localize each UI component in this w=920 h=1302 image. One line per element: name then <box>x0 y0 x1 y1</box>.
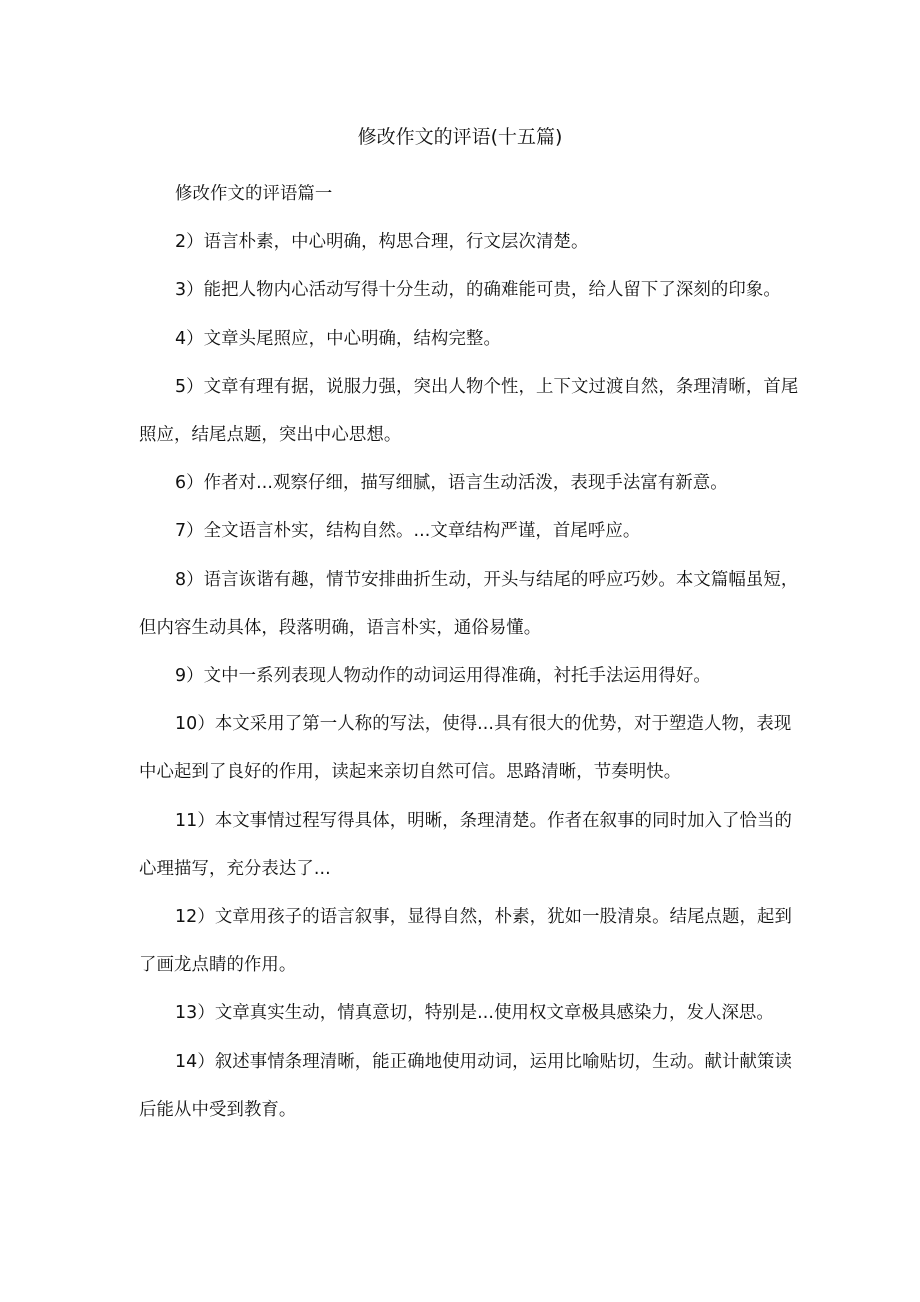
comment-paragraph: 4）文章头尾照应，中心明确，结构完整。 <box>175 328 501 349</box>
document-title: 修改作文的评语(十五篇) <box>357 126 563 148</box>
comment-paragraph: 3）能把人物内心活动写得十分生动，的确难能可贵，给人留下了深刻的印象。 <box>175 280 781 301</box>
comment-paragraph: 11）本文事情过程写得具体，明晰，条理清楚。作者在叙事的同时加入了恰当的心理描写，充分表达了... <box>139 810 793 879</box>
comment-paragraph: 13）文章真实生动，情真意切，特别是...使用权文章极具感染力，发人深思。 <box>175 1003 774 1024</box>
comment-paragraph: 12）文章用孩子的语言叙事，显得自然，朴素，犹如一股清泉。结尾点题，起到了画龙点睛的作用。 <box>139 907 793 976</box>
comment-paragraph: 2）语言朴素，中心明确，构思合理，行文层次清楚。 <box>175 232 589 253</box>
comment-paragraph: 8）语言诙谐有趣，情节安排曲折生动，开头与结尾的呼应巧妙。本文篇幅虽短，但内容生动具体，段落明确，语言朴实，通俗易懂。 <box>139 569 799 638</box>
comment-paragraph: 7）全文语言朴实，结构自然。...文章结构严谨，首尾呼应。 <box>175 521 641 542</box>
comment-paragraph: 10）本文采用了第一人称的写法，使得...具有很大的优势，对于塑造人物，表现中心起到了良好的作用，读起来亲切自然可信。思路清晰，节奏明快。 <box>139 714 792 783</box>
comment-paragraph: 6）作者对...观察仔细，描写细腻，语言生动活泼，表现手法富有新意。 <box>175 473 728 494</box>
section-heading: 修改作文的评语篇一 <box>175 184 333 204</box>
comment-paragraph: 14）叙述事情条理清晰，能正确地使用动词，运用比喻贴切，生动。献计献策读后能从中受到教育。 <box>139 1051 793 1120</box>
comment-paragraph: 5）文章有理有据，说服力强，突出人物个性，上下文过渡自然，条理清晰，首尾照应，结尾点题，突出中心思想。 <box>139 376 799 446</box>
comment-paragraph: 9）文中一系列表现人物动作的动词运用得准确，衬托手法运用得好。 <box>175 666 711 687</box>
document-body <box>139 170 799 1134</box>
